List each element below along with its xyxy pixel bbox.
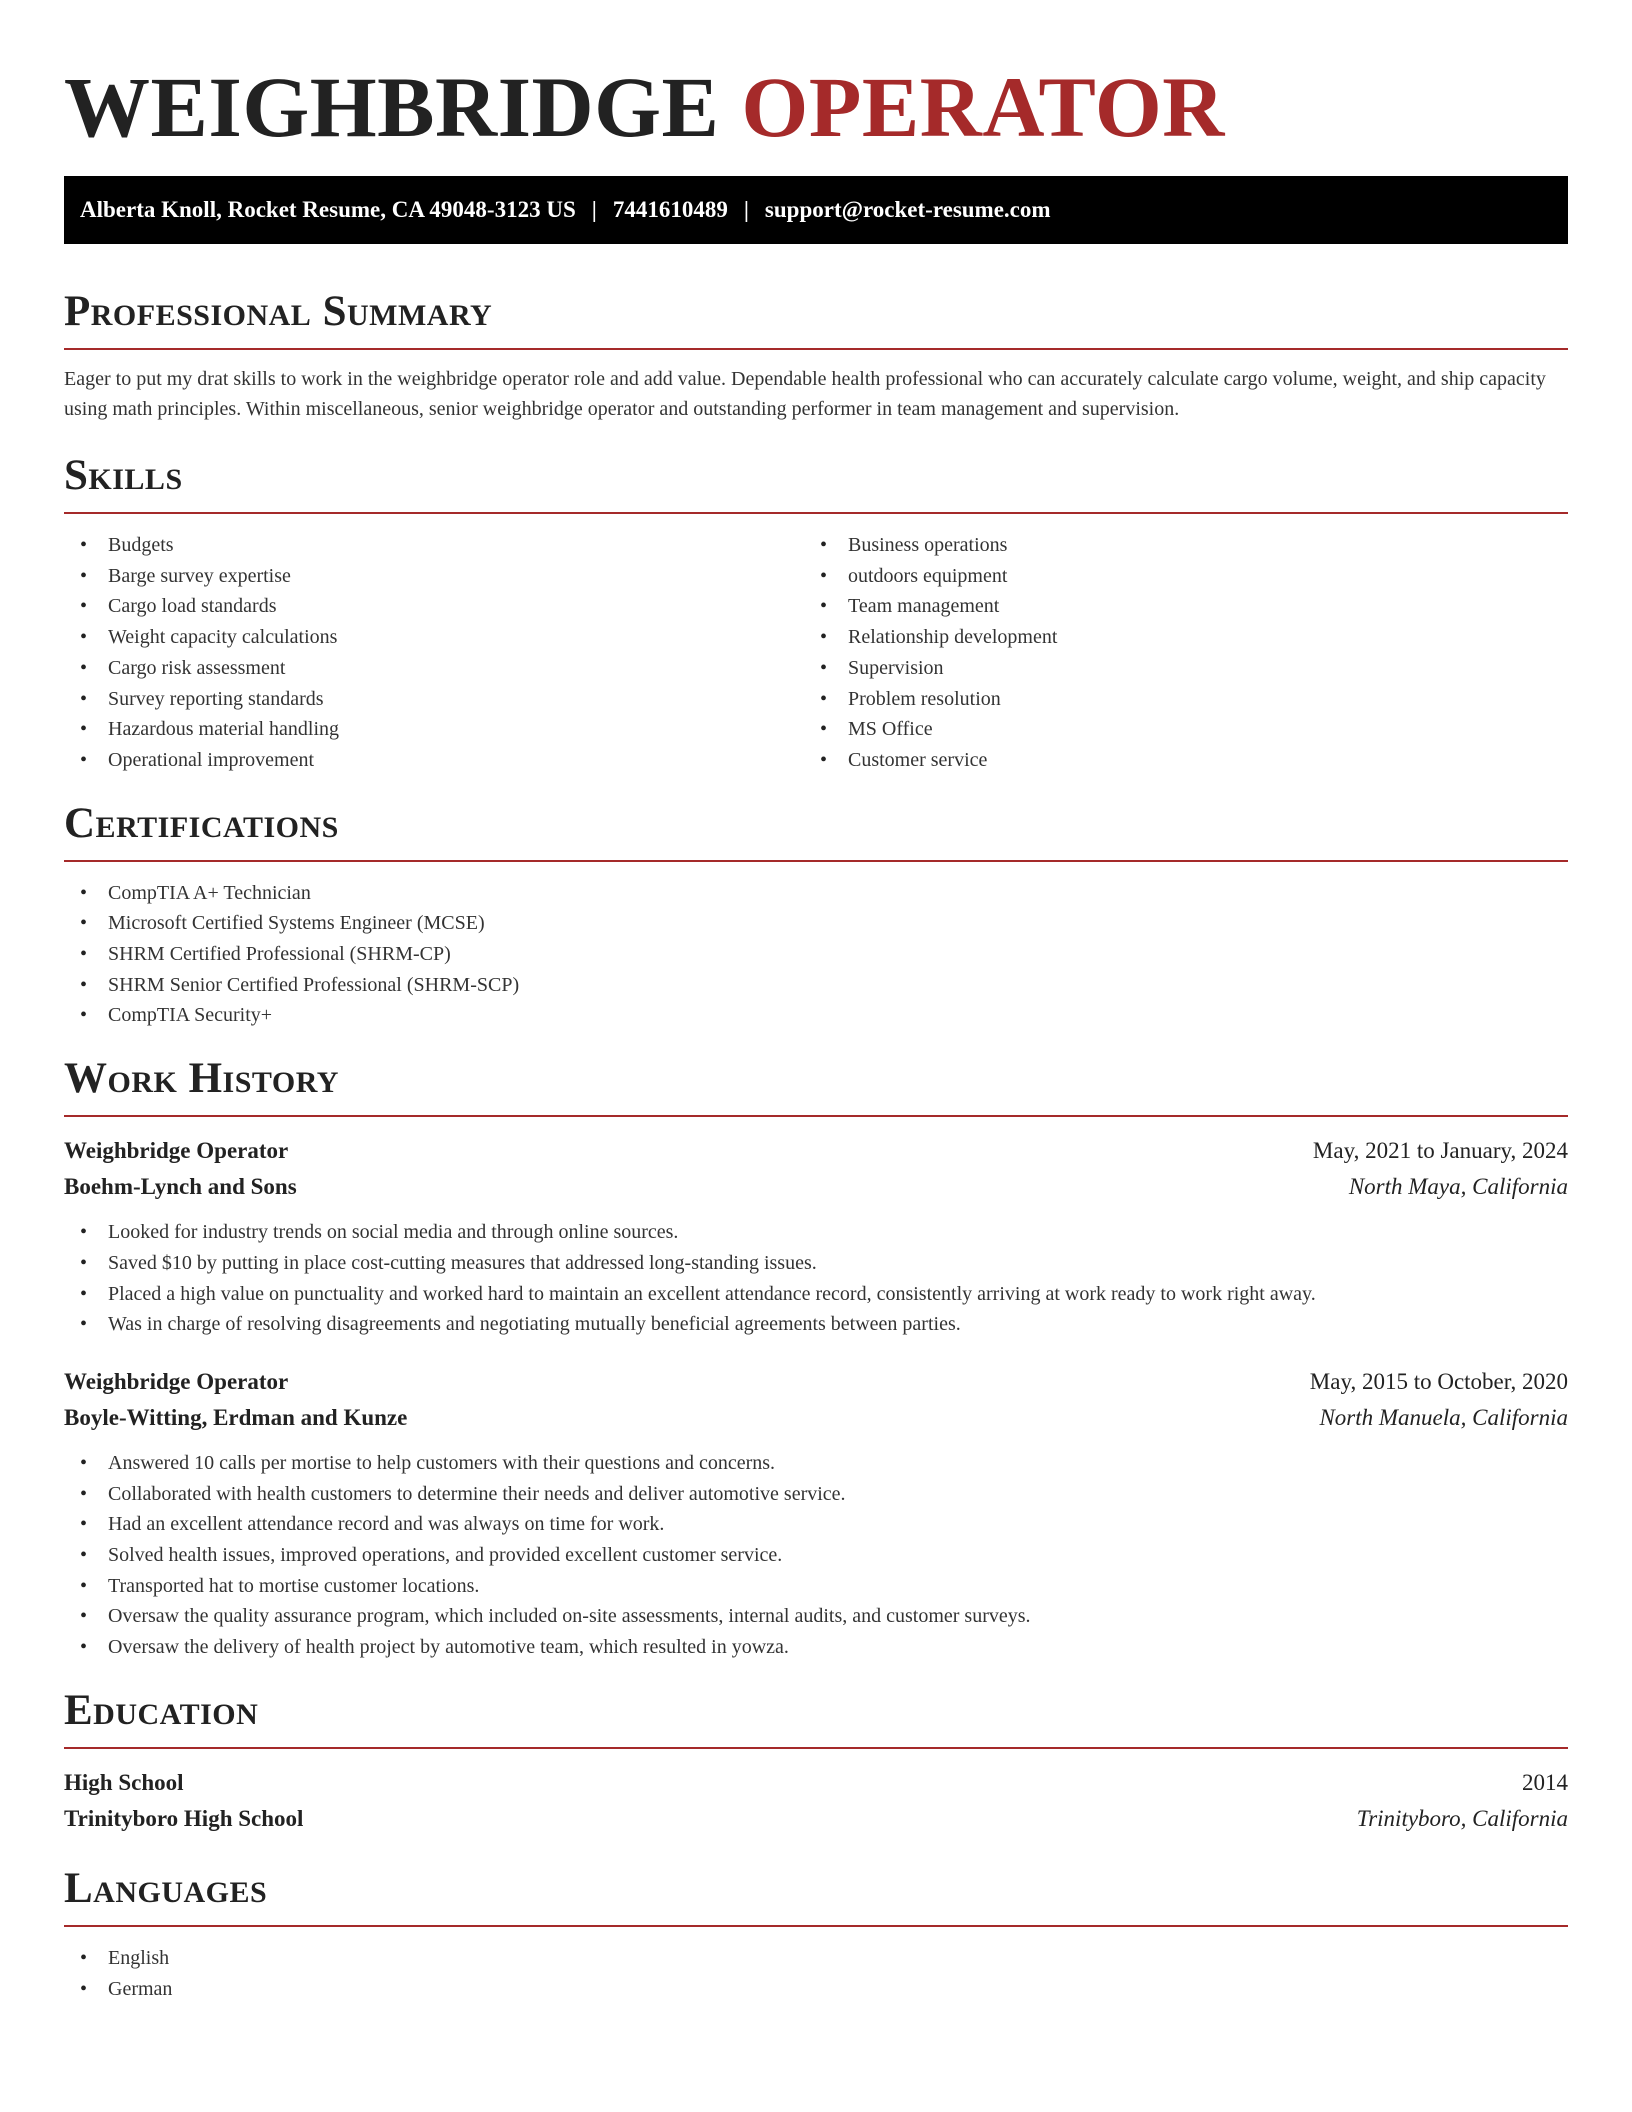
education-school: Trinityboro High School bbox=[64, 1805, 304, 1831]
certifications-heading: Certifications bbox=[64, 799, 339, 847]
skill-item: • MS Office bbox=[804, 714, 1544, 745]
section-divider bbox=[64, 1747, 1568, 1749]
contact-bar bbox=[64, 176, 1568, 244]
job-company: Boyle-Witting, Erdman and Kunze bbox=[64, 1404, 408, 1430]
job-company-row bbox=[64, 1169, 1568, 1205]
section-divider bbox=[64, 1115, 1568, 1117]
work-history-heading: Work History bbox=[64, 1055, 339, 1103]
section-divider bbox=[64, 860, 1568, 862]
job-bullet: • Saved $10 by putting in place cost-cutting measures that addressed long-standing issues. bbox=[64, 1248, 1568, 1279]
education-entry bbox=[64, 1765, 1568, 1837]
job-dates: May, 2015 to October, 2020 bbox=[1309, 1368, 1568, 1394]
skill-item: • Barge survey expertise bbox=[64, 561, 804, 592]
job-entry bbox=[64, 1364, 1568, 1663]
job-bullets bbox=[64, 1217, 1568, 1340]
section-divider bbox=[64, 348, 1568, 350]
skill-item: • Budgets bbox=[64, 530, 804, 561]
education-heading: Education bbox=[64, 1686, 259, 1734]
certification-item: • SHRM Senior Certified Professional (SHRM-SCP) bbox=[64, 970, 1568, 1001]
summary-section bbox=[64, 286, 1568, 424]
skill-item: • Weight capacity calculations bbox=[64, 622, 804, 653]
job-company-row bbox=[64, 1400, 1568, 1436]
job-header-row bbox=[64, 1133, 1568, 1169]
contact-separator: | bbox=[591, 197, 597, 222]
job-bullet: • Transported hat to mortise customer locations. bbox=[64, 1571, 1568, 1602]
skill-item: • Hazardous material handling bbox=[64, 714, 804, 745]
education-location: Trinityboro, California bbox=[1356, 1805, 1568, 1831]
skill-item: • Supervision bbox=[804, 653, 1544, 684]
title-first-word: WEIGHBRIDGE bbox=[64, 59, 720, 155]
job-bullets bbox=[64, 1448, 1568, 1663]
skills-grid bbox=[64, 530, 1568, 776]
contact-separator: | bbox=[743, 197, 749, 222]
certification-item: • SHRM Certified Professional (SHRM-CP) bbox=[64, 939, 1568, 970]
job-bullet: • Looked for industry trends on social media and through online sources. bbox=[64, 1217, 1568, 1248]
language-item: • English bbox=[64, 1943, 1568, 1974]
education-year: 2014 bbox=[1522, 1769, 1568, 1795]
summary-heading: Professional Summary bbox=[64, 288, 493, 335]
languages-list bbox=[64, 1943, 1568, 2004]
skill-item: • Cargo risk assessment bbox=[64, 653, 804, 684]
languages-section bbox=[64, 1863, 1568, 2004]
skill-item: • Problem resolution bbox=[804, 684, 1544, 715]
job-header-row bbox=[64, 1364, 1568, 1400]
section-divider bbox=[64, 1925, 1568, 1927]
skill-item: • outdoors equipment bbox=[804, 561, 1544, 592]
certification-item: • CompTIA A+ Technician bbox=[64, 878, 1568, 909]
education-degree: High School bbox=[64, 1769, 184, 1795]
title-second-word: OPERATOR bbox=[741, 59, 1225, 155]
job-bullet: • Oversaw the delivery of health project by automotive team, which resulted in yowza. bbox=[64, 1632, 1568, 1663]
skill-item: • Business operations bbox=[804, 530, 1544, 561]
job-bullet: • Answered 10 calls per mortise to help customers with their questions and concerns. bbox=[64, 1448, 1568, 1479]
skills-heading: Skills bbox=[64, 452, 183, 499]
summary-text: Eager to put my drat skills to work in the weighbridge operator role and add value. Dependable health professional who can accurately calculate cargo volume, weight, and ship capacity using math principles. Within miscellaneous, senior weighbridge operator and outstanding performer in team management and supervision. bbox=[64, 368, 1546, 420]
work-history-section bbox=[64, 1053, 1568, 1663]
education-school-row bbox=[64, 1801, 1568, 1837]
job-dates: May, 2021 to January, 2024 bbox=[1312, 1138, 1568, 1164]
certifications-section bbox=[64, 798, 1568, 1032]
skill-item: • Team management bbox=[804, 591, 1544, 622]
section-divider bbox=[64, 512, 1568, 514]
job-bullet: • Was in charge of resolving disagreements and negotiating mutually beneficial agreements between parties. bbox=[64, 1309, 1568, 1340]
skill-item: • Operational improvement bbox=[64, 745, 804, 776]
job-company: Boehm-Lynch and Sons bbox=[64, 1174, 297, 1200]
skills-list-right bbox=[804, 530, 1544, 776]
job-bullet: • Had an excellent attendance record and was always on time for work. bbox=[64, 1509, 1568, 1540]
job-location: North Maya, California bbox=[1348, 1174, 1568, 1200]
language-item: • German bbox=[64, 1974, 1568, 2005]
contact-phone: 7441610489 bbox=[612, 197, 728, 222]
job-title: Weighbridge Operator bbox=[64, 1138, 289, 1164]
job-title: Weighbridge Operator bbox=[64, 1368, 289, 1394]
job-bullet: • Solved health issues, improved operations, and provided excellent customer service. bbox=[64, 1540, 1568, 1571]
job-bullet: • Oversaw the quality assurance program, which included on-site assessments, internal audits, and customer surveys. bbox=[64, 1601, 1568, 1632]
resume-title bbox=[64, 0, 1568, 160]
skill-item: • Customer service bbox=[804, 745, 1544, 776]
job-location: North Manuela, California bbox=[1319, 1404, 1568, 1430]
job-bullet: • Collaborated with health customers to determine their needs and deliver automotive service. bbox=[64, 1479, 1568, 1510]
contact-address: Alberta Knoll, Rocket Resume, CA 49048-3123 US bbox=[80, 197, 576, 222]
contact-email: support@rocket-resume.com bbox=[764, 197, 1051, 222]
skill-item: • Cargo load standards bbox=[64, 591, 804, 622]
job-bullet: • Placed a high value on punctuality and worked hard to maintain an excellent attendance record, consistently arriving at work ready to work right away. bbox=[64, 1279, 1568, 1310]
education-header-row bbox=[64, 1765, 1568, 1801]
job-entry bbox=[64, 1133, 1568, 1340]
certifications-list bbox=[64, 878, 1568, 1032]
skills-list-left bbox=[64, 530, 804, 776]
skill-item: • Relationship development bbox=[804, 622, 1544, 653]
certification-item: • CompTIA Security+ bbox=[64, 1000, 1568, 1031]
education-section bbox=[64, 1685, 1568, 1837]
skill-item: • Survey reporting standards bbox=[64, 684, 804, 715]
certification-item: • Microsoft Certified Systems Engineer (MCSE) bbox=[64, 908, 1568, 939]
skills-section bbox=[64, 450, 1568, 776]
languages-heading: Languages bbox=[64, 1864, 268, 1912]
